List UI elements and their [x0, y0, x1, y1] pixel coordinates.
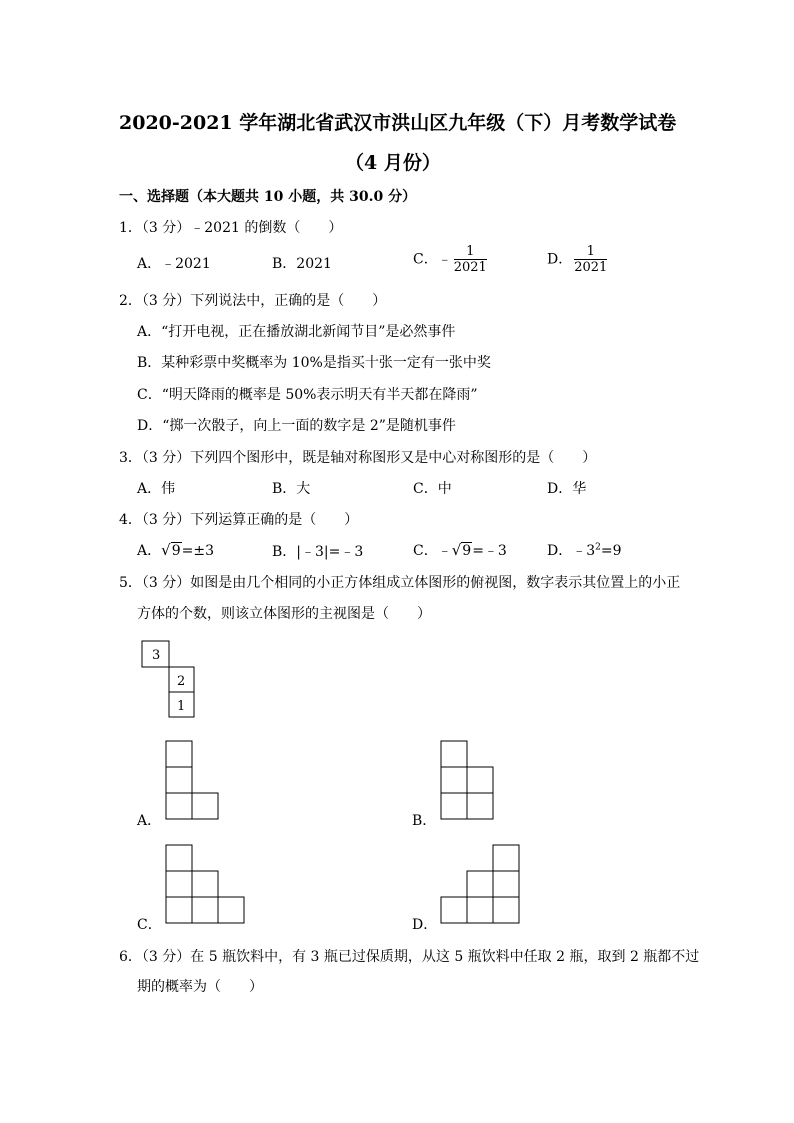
question-5-stem-line2: 方体的个数，则该立体图形的主视图是（ ）: [137, 606, 431, 622]
option-d-prefix: D．: [547, 251, 573, 268]
option-d-suffix: =9: [600, 543, 622, 559]
option-c-prefix: C．﹣: [413, 251, 452, 268]
question-5-option-b: B．: [412, 813, 437, 829]
question-6-stem-line2: 期的概率为（ ）: [137, 979, 263, 995]
question-5-option-d: D．: [412, 917, 438, 933]
option-c-prefix: C．﹣: [413, 543, 452, 559]
fraction-denominator: 2021: [574, 260, 608, 275]
option-c-figure: [165, 844, 247, 926]
question-1-option-b: B．2021: [272, 256, 332, 272]
sqrt-sign: √: [451, 541, 462, 559]
fraction: [454, 244, 487, 275]
question-4-option-b: B．|﹣3|=﹣3: [272, 544, 364, 560]
top-view-diagram: [140, 640, 200, 720]
question-6-stem-line1: 6．（3 分）在 5 瓶饮料中，有 3 瓶已过保质期，从这 5 瓶饮料中任取 2 瓶，取到 2 瓶都不过: [119, 949, 700, 965]
option-b-figure: [440, 740, 496, 822]
question-4-option-c: [413, 540, 507, 560]
paper-title: 2020-2021 学年湖北省武汉市洪山区九年级（下）月考数学试卷: [119, 112, 677, 134]
question-4-stem: 4．（3 分）下列运算正确的是（ ）: [119, 512, 359, 528]
section-heading: 一、选择题（本大题共 10 小题，共 30.0 分）: [119, 189, 417, 205]
question-5-option-a: A．: [137, 813, 162, 829]
question-5-option-c: C．: [137, 917, 162, 933]
question-3-option-b: B．大: [272, 481, 311, 497]
option-c-suffix: =﹣3: [472, 543, 507, 559]
question-4-option-d: [547, 540, 622, 560]
paper-subtitle: （4 月份）: [345, 152, 441, 174]
top-view-number-3: 3: [152, 648, 161, 663]
option-a-figure: [165, 740, 221, 822]
question-3-option-a: A．伟: [137, 481, 176, 497]
question-1-option-a: A．﹣2021: [137, 256, 211, 272]
question-2-option-b: B．某种彩票中奖概率为 10%是指买十张一定有一张中奖: [137, 355, 491, 371]
fraction-numerator: 1: [574, 244, 607, 260]
question-3-stem: 3．（3 分）下列四个图形中，既是轴对称图形又是中心对称图形的是（ ）: [119, 450, 597, 466]
top-view-number-2: 2: [177, 674, 186, 689]
question-2-option-a: A．“打开电视，正在播放湖北新闻节目”是必然事件: [137, 324, 456, 340]
top-view-number-1: 1: [177, 699, 186, 714]
option-a-suffix: =±3: [181, 543, 214, 559]
option-d-figure: [440, 844, 522, 926]
question-2-stem: 2．（3 分）下列说法中，正确的是（ ）: [119, 293, 387, 309]
fraction: [574, 244, 607, 275]
sqrt-sign: √: [161, 541, 171, 559]
radicand: 9: [171, 543, 181, 559]
question-2-option-c: C．“明天降雨的概率是 50%表示明天有半天都在降雨”: [137, 387, 478, 403]
question-4-option-a: [137, 540, 214, 560]
question-1-option-c: [413, 244, 487, 275]
question-1-stem: 1．（3 分）﹣2021 的倒数（ ）: [119, 220, 343, 236]
radicand: 9: [462, 543, 472, 559]
question-2-option-d: D．“掷一次骰子，向上一面的数字是 2”是随机事件: [137, 418, 456, 434]
question-5-stem-line1: 5．（3 分）如图是由几个相同的小正方体组成立体图形的俯视图，数字表示其位置上的小正: [119, 575, 681, 591]
question-3-option-c: C．中: [413, 481, 452, 497]
question-1-option-d: [547, 244, 607, 275]
exponent: 2: [595, 542, 601, 553]
fraction-denominator: 2021: [453, 260, 487, 275]
fraction-numerator: 1: [454, 244, 487, 260]
question-3-option-d: D．华: [547, 481, 587, 497]
option-d-prefix: D．﹣3: [547, 543, 596, 559]
option-a-prefix: A．: [137, 543, 162, 559]
